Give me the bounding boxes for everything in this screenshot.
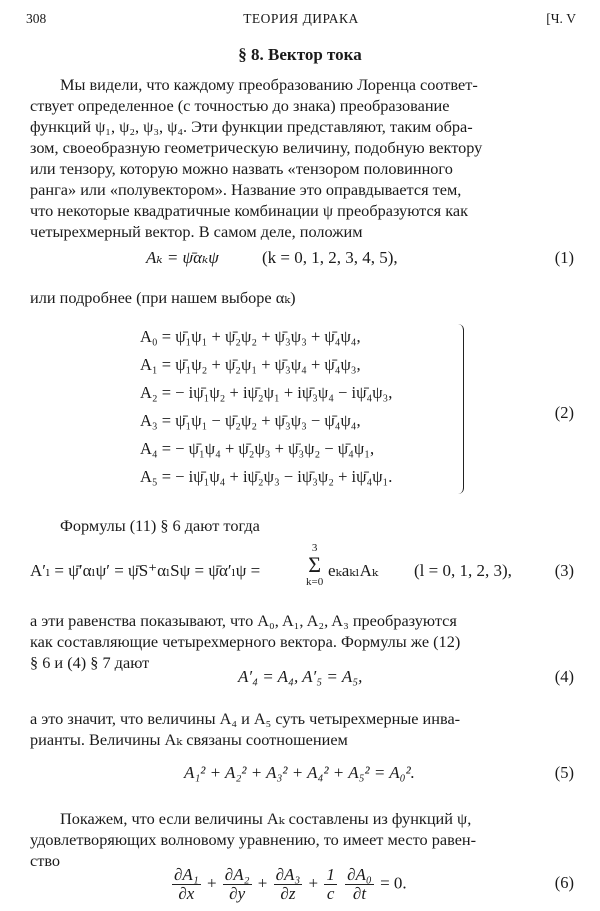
text-line: удовлетворяющих волновому уравнению, то имеет место равен- [30,830,477,849]
eq6-tail: = 0. [380,873,407,893]
eq4-number: (4) [554,667,574,686]
fraction: $\frac{\text{∂A₀}}{\partial t}$ [347,865,372,903]
eq2-line: A₄ = − ψ̄₁ψ₄ + ψ̄₂ψ₃ + ψ̄₃ψ₂ − ψ̄₄ψ₁, [140,439,375,458]
text-line: а это значит, что величины A₄ и A₅ суть четырехмерные инва- [30,709,461,728]
section-title: § 8. Вектор тока [238,45,362,64]
eq2-line: A₅ = − iψ̄₁ψ₄ + iψ̄₂ψ₃ − iψ̄₃ψ₂ + iψ̄₄ψ₁. [140,467,393,486]
text-line: ство [30,851,61,870]
plus-sign: + [206,873,217,893]
fraction: $\frac{\text{∂A₁}}{\partial x}$ [174,865,199,903]
fraction: $\frac{1}{c}$ [326,865,335,903]
text-line: ствует определенное (с точностью до знака) преобразование [30,96,450,115]
text-line: ранга» или «полувектором». Название это оправдывается тем, [30,180,462,199]
sum-upper-limit: 3 [311,542,318,554]
text-line: а эти равенства показывают, что A₀, A₁, A₂, A₃ преобразуются [30,611,457,630]
text-line: как составляющие четырехмерного вектора. Формулы же (12) [30,632,461,651]
plus-sign: + [257,873,268,893]
equation-6 [170,866,407,903]
eq6-number: (6) [554,873,574,892]
text-line: или подробнее (при нашем выборе αₖ) [30,288,296,307]
eq5-number: (5) [554,763,574,782]
eq3-condition: (l = 0, 1, 2, 3), [414,561,512,580]
eq1-number: (1) [554,248,574,267]
text-line: что некоторые квадратичные комбинации ψ преобразуются как [30,201,469,220]
text-line: четырехмерный вектор. В самом деле, положим [30,222,363,241]
text-line: Покажем, что если величины Aₖ составлены из функций ψ, [60,809,472,828]
eq3-lhs: A′ₗ = ψ̄′αₗψ′ = ψ̄S⁺αₗSψ = ψ̄α′ₗψ = [30,561,261,580]
text-line: Формулы (11) § 6 дают тогда [60,516,260,535]
text-line: § 6 и (4) § 7 дают [30,653,150,672]
text-line: Мы видели, что каждому преобразованию Лоренца соответ- [60,75,478,94]
text-line: функций ψ₁, ψ₂, ψ₃, ψ₄. Эти функции представляют, таким обра- [30,117,473,136]
eq4-formula: A′₄ = A₄, A′₅ = A₅, [238,667,363,686]
sum-lower-limit: k=0 [306,576,324,588]
eq1-condition: (k = 0, 1, 2, 3, 4, 5), [262,248,398,267]
eq3-rhs: eₖaₖₗAₖ [328,561,379,580]
fraction: $\frac{\text{∂A₂}}{\partial y}$ [224,865,250,903]
eq2-line: A₃ = ψ̄₁ψ₁ − ψ̄₂ψ₂ + ψ̄₃ψ₃ − ψ̄₄ψ₄, [140,411,361,430]
text-line: или тензору, которую можно назвать «тензором половинного [30,159,453,178]
eq1-formula: Aₖ = ψ̄αₖψ [146,248,219,267]
eq2-line: A₂ = − iψ̄₁ψ₂ + iψ̄₂ψ₁ + iψ̄₃ψ₄ − iψ̄₄ψ₃, [140,383,393,402]
page-number: 308 [26,11,47,26]
right-brace [453,324,464,494]
text-line: зом, своеобразную геометрическую величину, подобную вектору [30,138,483,157]
eq2-line: A₀ = ψ̄₁ψ₁ + ψ̄₂ψ₂ + ψ̄₃ψ₃ + ψ̄₄ψ₄, [140,327,361,346]
text-line: рианты. Величины Aₖ связаны соотношением [30,730,348,749]
plus-sign: + [308,873,319,893]
eq3-number: (3) [554,561,574,580]
sigma-symbol: Σ [308,552,322,577]
chapter-marker: [Ч. V [546,11,576,26]
eq5-formula: A₁² + A₂² + A₃² + A₄² + A₅² = A₀². [184,763,415,782]
eq2-number: (2) [554,403,574,422]
fraction: $\frac{\text{∂A₃}}{\partial z}$ [275,865,301,903]
eq2-line: A₁ = ψ̄₁ψ₂ + ψ̄₂ψ₁ + ψ̄₃ψ₄ + ψ̄₄ψ₃, [140,355,361,374]
running-title: ТЕОРИЯ ДИРАКА [243,11,359,26]
eq3-sum-operator [306,542,323,588]
running-head [26,8,576,28]
